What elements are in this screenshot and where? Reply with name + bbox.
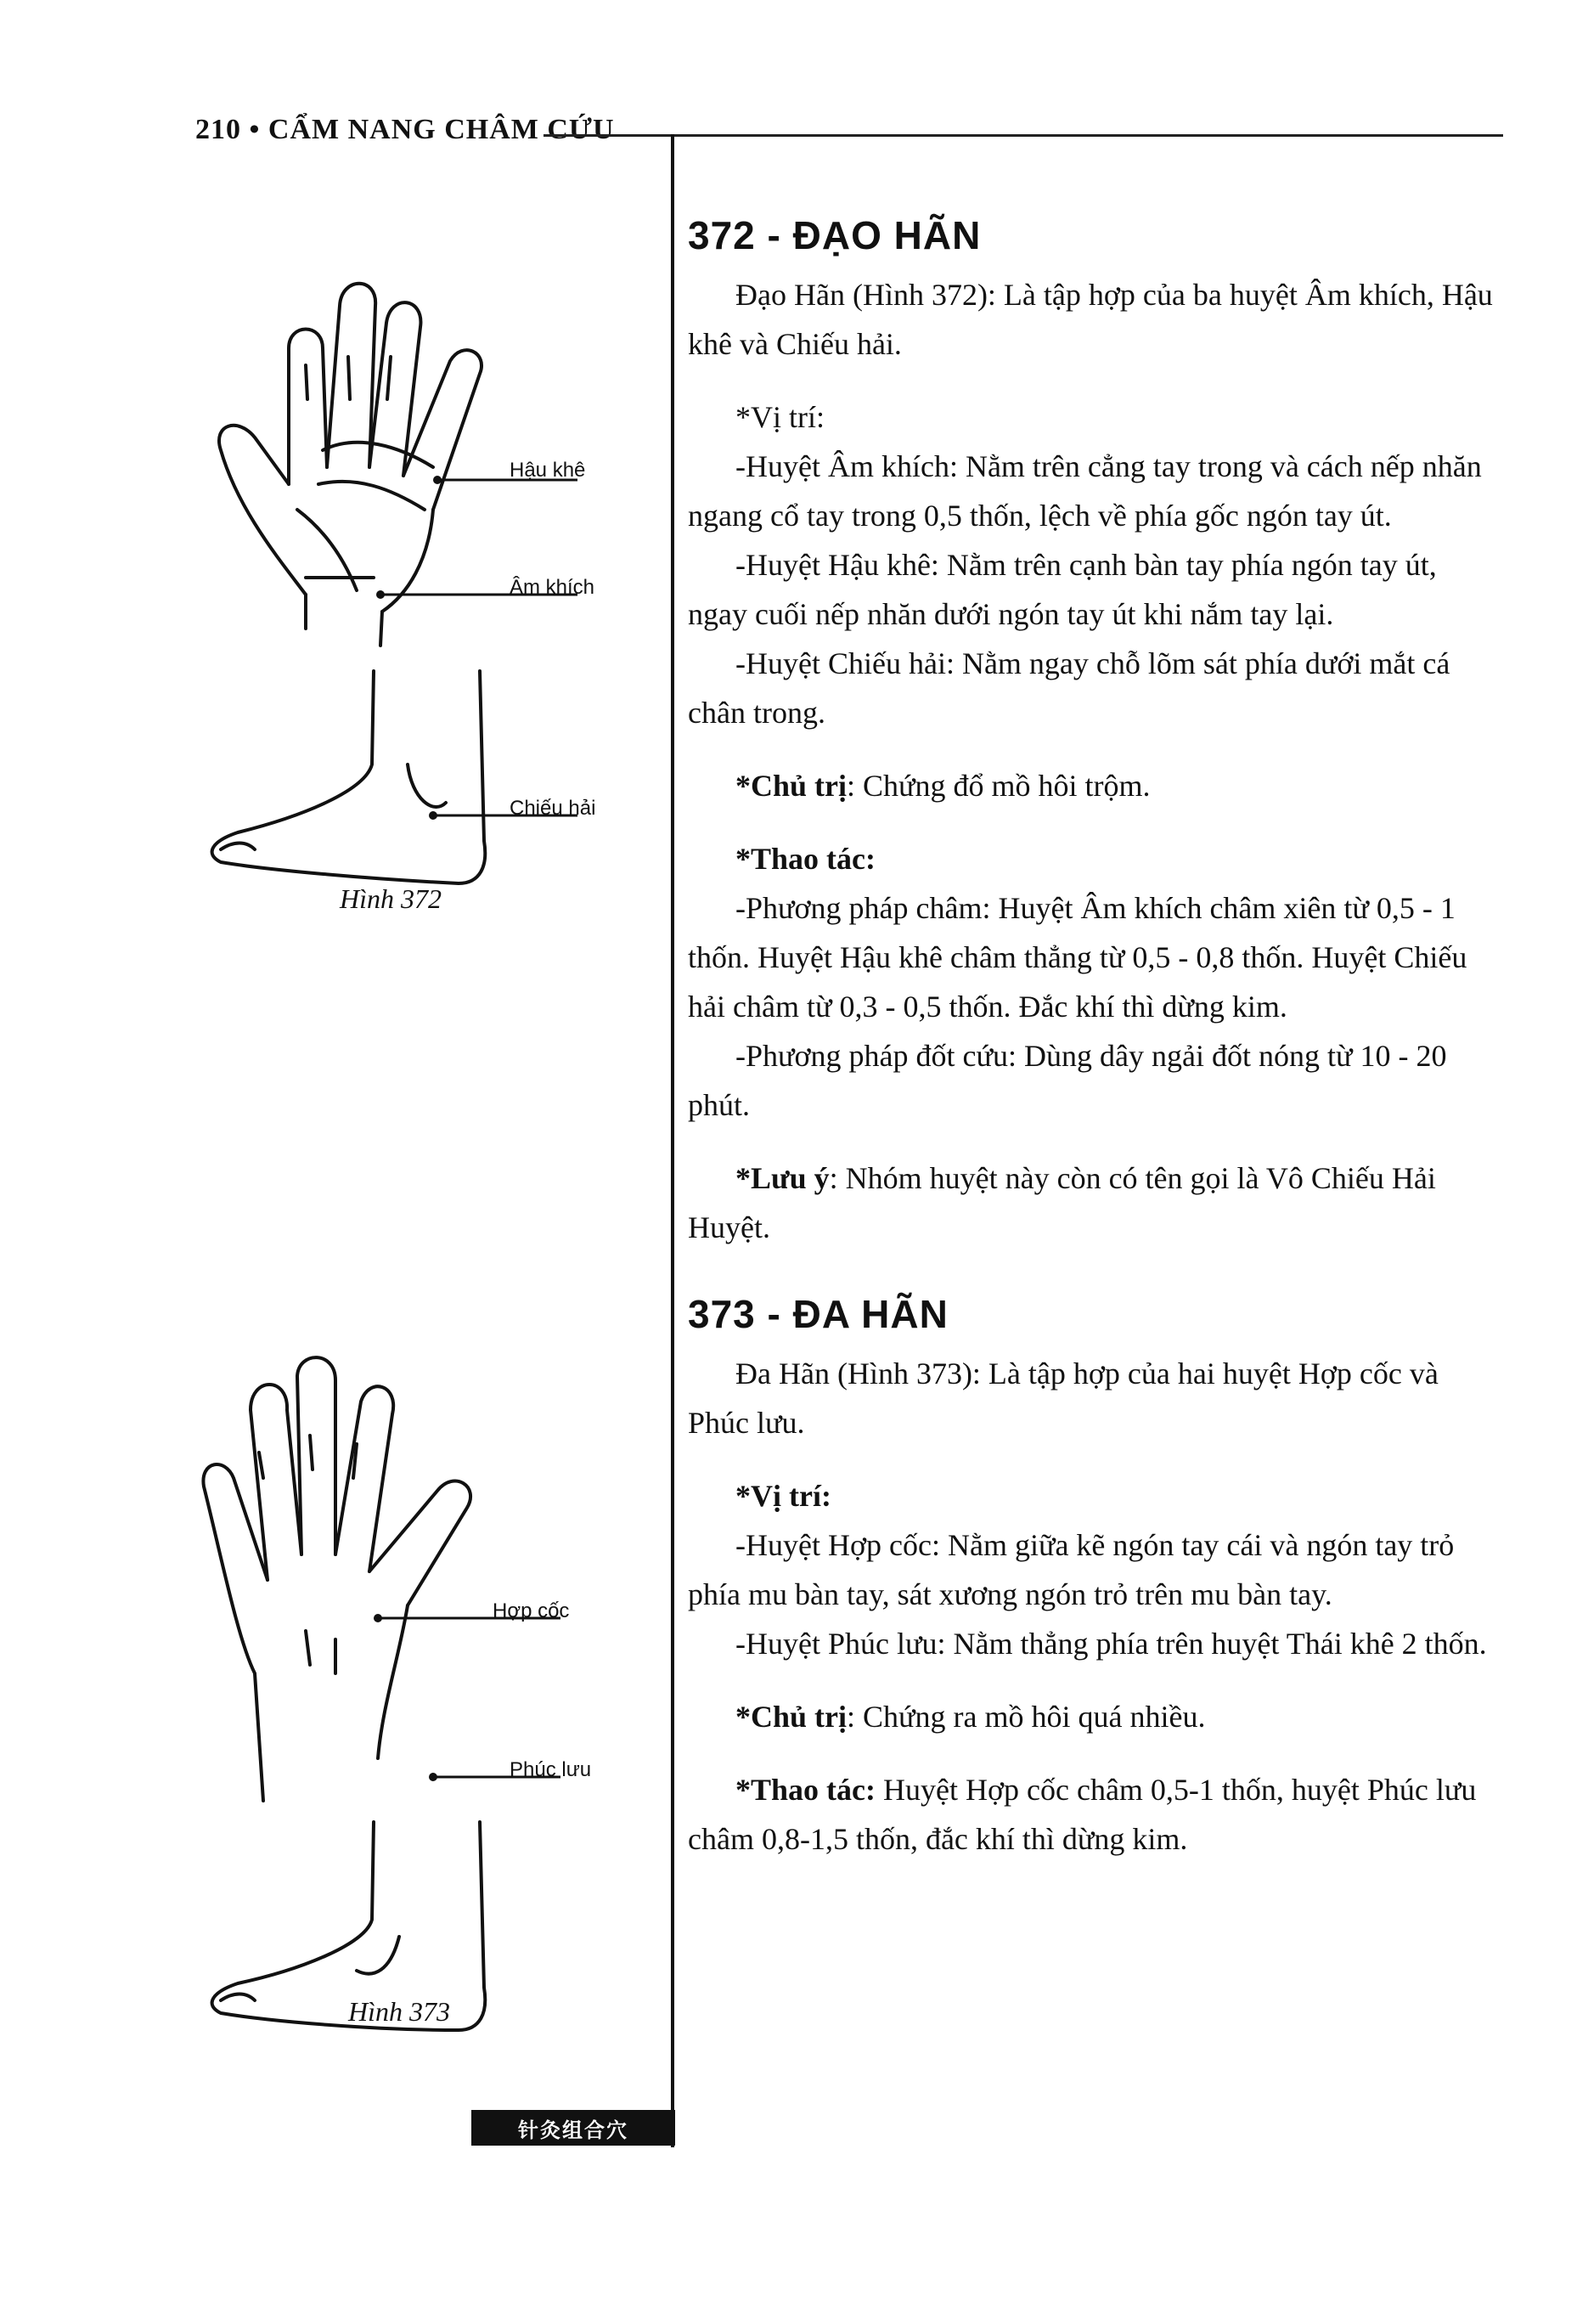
label-chieu-hai: Chiếu hải — [510, 797, 596, 820]
thao-tac-item: -Phương pháp châm: Huyệt Âm khích châm xiên từ 0,5 - 1 thốn. Huyệt Hậu khê châm thẳng từ 0,5 - 0,8 thốn. Huyệt Chiếu hải châm từ 0,3 - 0,5 thốn. Đắc khí thì dừng kim. — [688, 891, 1467, 1024]
vi-tri-label: *Vị trí: — [735, 1479, 831, 1513]
figure-caption: Hình 372 — [340, 883, 442, 914]
luu-y-label: *Lưu ý — [735, 1161, 830, 1195]
section-title: 372 - ĐẠO HÃN — [688, 213, 982, 257]
section-intro: Đa Hãn (Hình 373): Là tập hợp của hai huyệt Hợp cốc và Phúc lưu. — [688, 1357, 1439, 1440]
vi-tri-item: -Huyệt Hậu khê: Nằm trên cạnh bàn tay phía ngón tay út, ngay cuối nếp nhăn dưới ngón tay út khi nắm tay lại. — [688, 548, 1437, 631]
label-phuc-luu: Phúc lưu — [510, 1758, 592, 1781]
chu-tri-label: *Chủ trị — [735, 1700, 848, 1734]
vi-tri-label: *Vị trí: — [735, 400, 825, 434]
column-divider — [671, 134, 674, 2147]
figure-caption: Hình 373 — [348, 1996, 450, 2027]
page-header — [195, 114, 1503, 148]
thao-tac — [688, 1765, 1503, 1864]
thao-tac-label: *Thao tác: — [735, 842, 876, 876]
running-title: 210 • CẨM NANG CHÂM CỨU — [195, 114, 615, 145]
chu-tri — [688, 761, 1503, 810]
text-column — [688, 212, 1503, 1864]
chu-tri-text: : Chứng đổ mồ hôi trộm. — [847, 769, 1151, 803]
label-am-khich: Âm khích — [510, 576, 595, 599]
thao-tac-item: -Phương pháp đốt cứu: Dùng dây ngải đốt nóng từ 10 - 20 phút. — [688, 1039, 1447, 1122]
vi-tri-item: -Huyệt Âm khích: Nằm trên cẳng tay trong và cách nếp nhăn ngang cổ tay trong 0,5 thốn, lệch về phía gốc ngón tay út. — [688, 449, 1482, 533]
header-rule — [544, 134, 1503, 137]
footer-band: 针灸组合穴 — [471, 2110, 675, 2146]
luu-y-text: : Nhóm huyệt này còn có tên gọi là Vô Chiếu Hải Huyệt. — [688, 1161, 1436, 1244]
vi-tri-item: -Huyệt Chiếu hải: Nằm ngay chỗ lõm sát phía dưới mắt cá chân trong. — [688, 646, 1450, 730]
chu-tri — [688, 1692, 1503, 1741]
section-intro: Đạo Hãn (Hình 372): Là tập hợp của ba huyệt Âm khích, Hậu khê và Chiếu hải. — [688, 278, 1493, 361]
thao-tac-label: *Thao tác: — [735, 1773, 876, 1807]
label-hop-coc: Hợp cốc — [493, 1599, 570, 1622]
chu-tri-label: *Chủ trị — [735, 769, 848, 803]
section-title: 373 - ĐA HÃN — [688, 1292, 949, 1336]
vi-tri-item: -Huyệt Hợp cốc: Nằm giữa kẽ ngón tay cái và ngón tay trỏ phía mu bàn tay, sát xương ngón trỏ trên mu bàn tay. — [688, 1528, 1455, 1611]
chu-tri-text: : Chứng ra mồ hôi quá nhiều. — [847, 1700, 1206, 1734]
vi-tri-item: -Huyệt Phúc lưu: Nằm thẳng phía trên huyệt Thái khê 2 thốn. — [735, 1627, 1487, 1661]
hand-back-illustration — [153, 1351, 662, 2047]
thao-tac-text: Huyệt Hợp cốc châm 0,5-1 thốn, huyệt Phúc lưu châm 0,8-1,5 thốn, đắc khí thì dừng kim. — [688, 1773, 1477, 1856]
figure-372 — [153, 255, 662, 917]
figure-373 — [153, 1351, 662, 2047]
label-hau-khe: Hậu khê — [510, 459, 586, 482]
luu-y — [688, 1154, 1503, 1252]
